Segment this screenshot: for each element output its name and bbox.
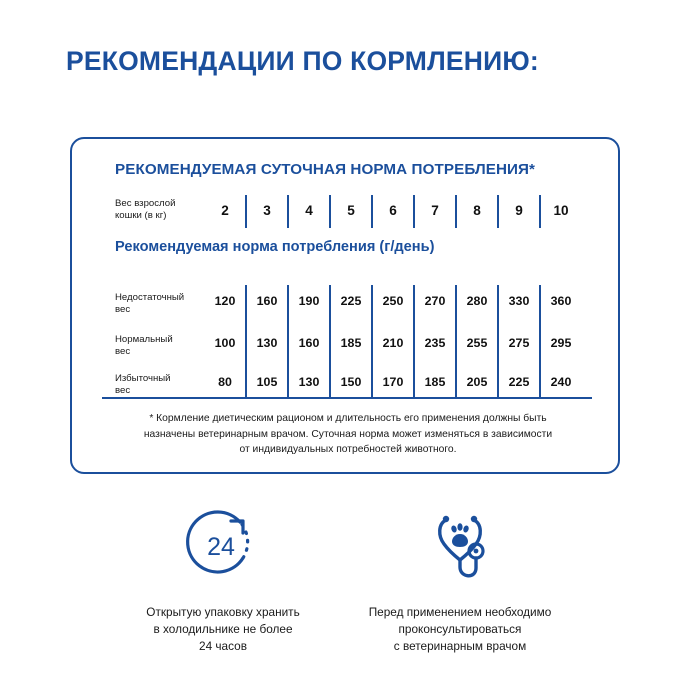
data-cell: 160 [298, 336, 320, 350]
footnote-line3: от индивидуальных потребностей животного. [239, 444, 457, 456]
weight-cell: 5 [347, 203, 355, 218]
data-cell: 185 [424, 375, 446, 389]
footnote-line2: назначены ветеринарным врачом. Суточная норма может изменяться в зависимости [143, 428, 553, 440]
data-cell: 185 [340, 336, 362, 350]
data-cell: 170 [382, 375, 404, 389]
note-veterinarian [330, 500, 590, 655]
note-vet-line2: проконсультироваться [398, 622, 522, 636]
data-cell: 250 [382, 294, 404, 308]
footnote-separator [102, 397, 592, 399]
data-cell: 105 [256, 375, 278, 389]
page-title: РЕКОМЕНДАЦИИ ПО КОРМЛЕНИЮ: [66, 46, 539, 76]
data-cell: 270 [424, 294, 446, 308]
row-cells [204, 328, 604, 362]
row-label-line1: Избыточный [115, 373, 171, 384]
column-divider [455, 195, 457, 228]
column-divider [245, 285, 247, 397]
footnote-line1: * Кормление диетическим рационом и длительность его применения должны быть [149, 413, 547, 424]
feeding-table-panel [70, 137, 620, 474]
data-cell: 205 [466, 375, 488, 389]
note-storage [93, 500, 353, 655]
column-divider [371, 195, 373, 228]
row-label-line1: Нормальный [115, 334, 173, 345]
data-cell: 130 [256, 336, 278, 350]
column-divider [329, 285, 331, 397]
row-cells [204, 367, 604, 401]
row-cells [204, 286, 604, 320]
data-cell: 80 [218, 375, 232, 389]
column-divider [413, 195, 415, 228]
row-label [115, 334, 210, 357]
column-divider [245, 195, 247, 228]
note-vet-line3: с ветеринарным врачом [393, 639, 527, 653]
weight-cell: 2 [221, 203, 229, 218]
weight-cell: 10 [553, 203, 569, 218]
note-storage-line2: в холодильнике не более [153, 622, 293, 636]
column-divider [497, 285, 499, 397]
row-label-line2: вес [115, 384, 131, 396]
data-cell: 120 [214, 294, 236, 308]
data-cell: 190 [298, 294, 320, 308]
row-label-weight-line2: кошки (в кг) [115, 209, 167, 221]
data-cell: 235 [424, 336, 446, 350]
weight-cell: 6 [389, 203, 397, 218]
column-divider [413, 285, 415, 397]
weight-cell: 9 [515, 203, 523, 218]
column-divider [539, 195, 541, 228]
column-divider [287, 195, 289, 228]
note-storage-line3: 24 часов [199, 639, 247, 653]
bottom-notes [0, 500, 700, 680]
note-veterinarian-caption [330, 604, 590, 655]
row-label [115, 292, 210, 315]
data-cell: 280 [466, 294, 488, 308]
weight-cells [204, 196, 604, 230]
data-cell: 275 [508, 336, 530, 350]
column-divider [497, 195, 499, 228]
row-label-weight [115, 198, 210, 221]
data-cell: 225 [508, 375, 530, 389]
data-cell: 225 [340, 294, 362, 308]
stethoscope-paw-icon [330, 500, 590, 592]
weight-cell: 7 [431, 203, 439, 218]
weight-cell: 8 [473, 203, 481, 218]
data-cell: 330 [508, 294, 530, 308]
weight-cell: 4 [305, 203, 313, 218]
note-vet-line1: Перед применением необходимо [368, 605, 552, 619]
note-storage-caption [93, 604, 353, 655]
clock-24-hours-icon [93, 500, 353, 592]
data-cell: 360 [550, 294, 572, 308]
data-cell: 160 [256, 294, 278, 308]
data-cell: 100 [214, 336, 236, 350]
column-divider [371, 285, 373, 397]
panel-subhead: Рекомендуемая норма потребления (г/день) [115, 239, 435, 255]
weight-cell: 3 [263, 203, 271, 218]
data-cell: 150 [340, 375, 362, 389]
row-label [115, 373, 210, 396]
row-label-line1: Недостаточный [115, 292, 185, 303]
column-divider [287, 285, 289, 397]
note-storage-line1: Открытую упаковку хранить [146, 605, 300, 619]
table-row [72, 328, 618, 362]
table-row [72, 367, 618, 401]
table-row [72, 286, 618, 320]
data-cell: 240 [550, 375, 572, 389]
row-label-weight-line1: Вес взрослой [115, 198, 176, 209]
table-row-weights [72, 196, 618, 230]
data-cell: 210 [382, 336, 404, 350]
panel-title: РЕКОМЕНДУЕМАЯ СУТОЧНАЯ НОРМА ПОТРЕБЛЕНИЯ* [115, 161, 536, 178]
footnote [100, 411, 596, 458]
column-divider [455, 285, 457, 397]
clock-icon-label: 24 [207, 533, 235, 561]
data-cell: 130 [298, 375, 320, 389]
data-cell: 295 [550, 336, 572, 350]
column-divider [329, 195, 331, 228]
row-label-line2: вес [115, 345, 131, 357]
data-cell: 255 [466, 336, 488, 350]
column-divider [539, 285, 541, 397]
row-label-line2: вес [115, 303, 131, 315]
